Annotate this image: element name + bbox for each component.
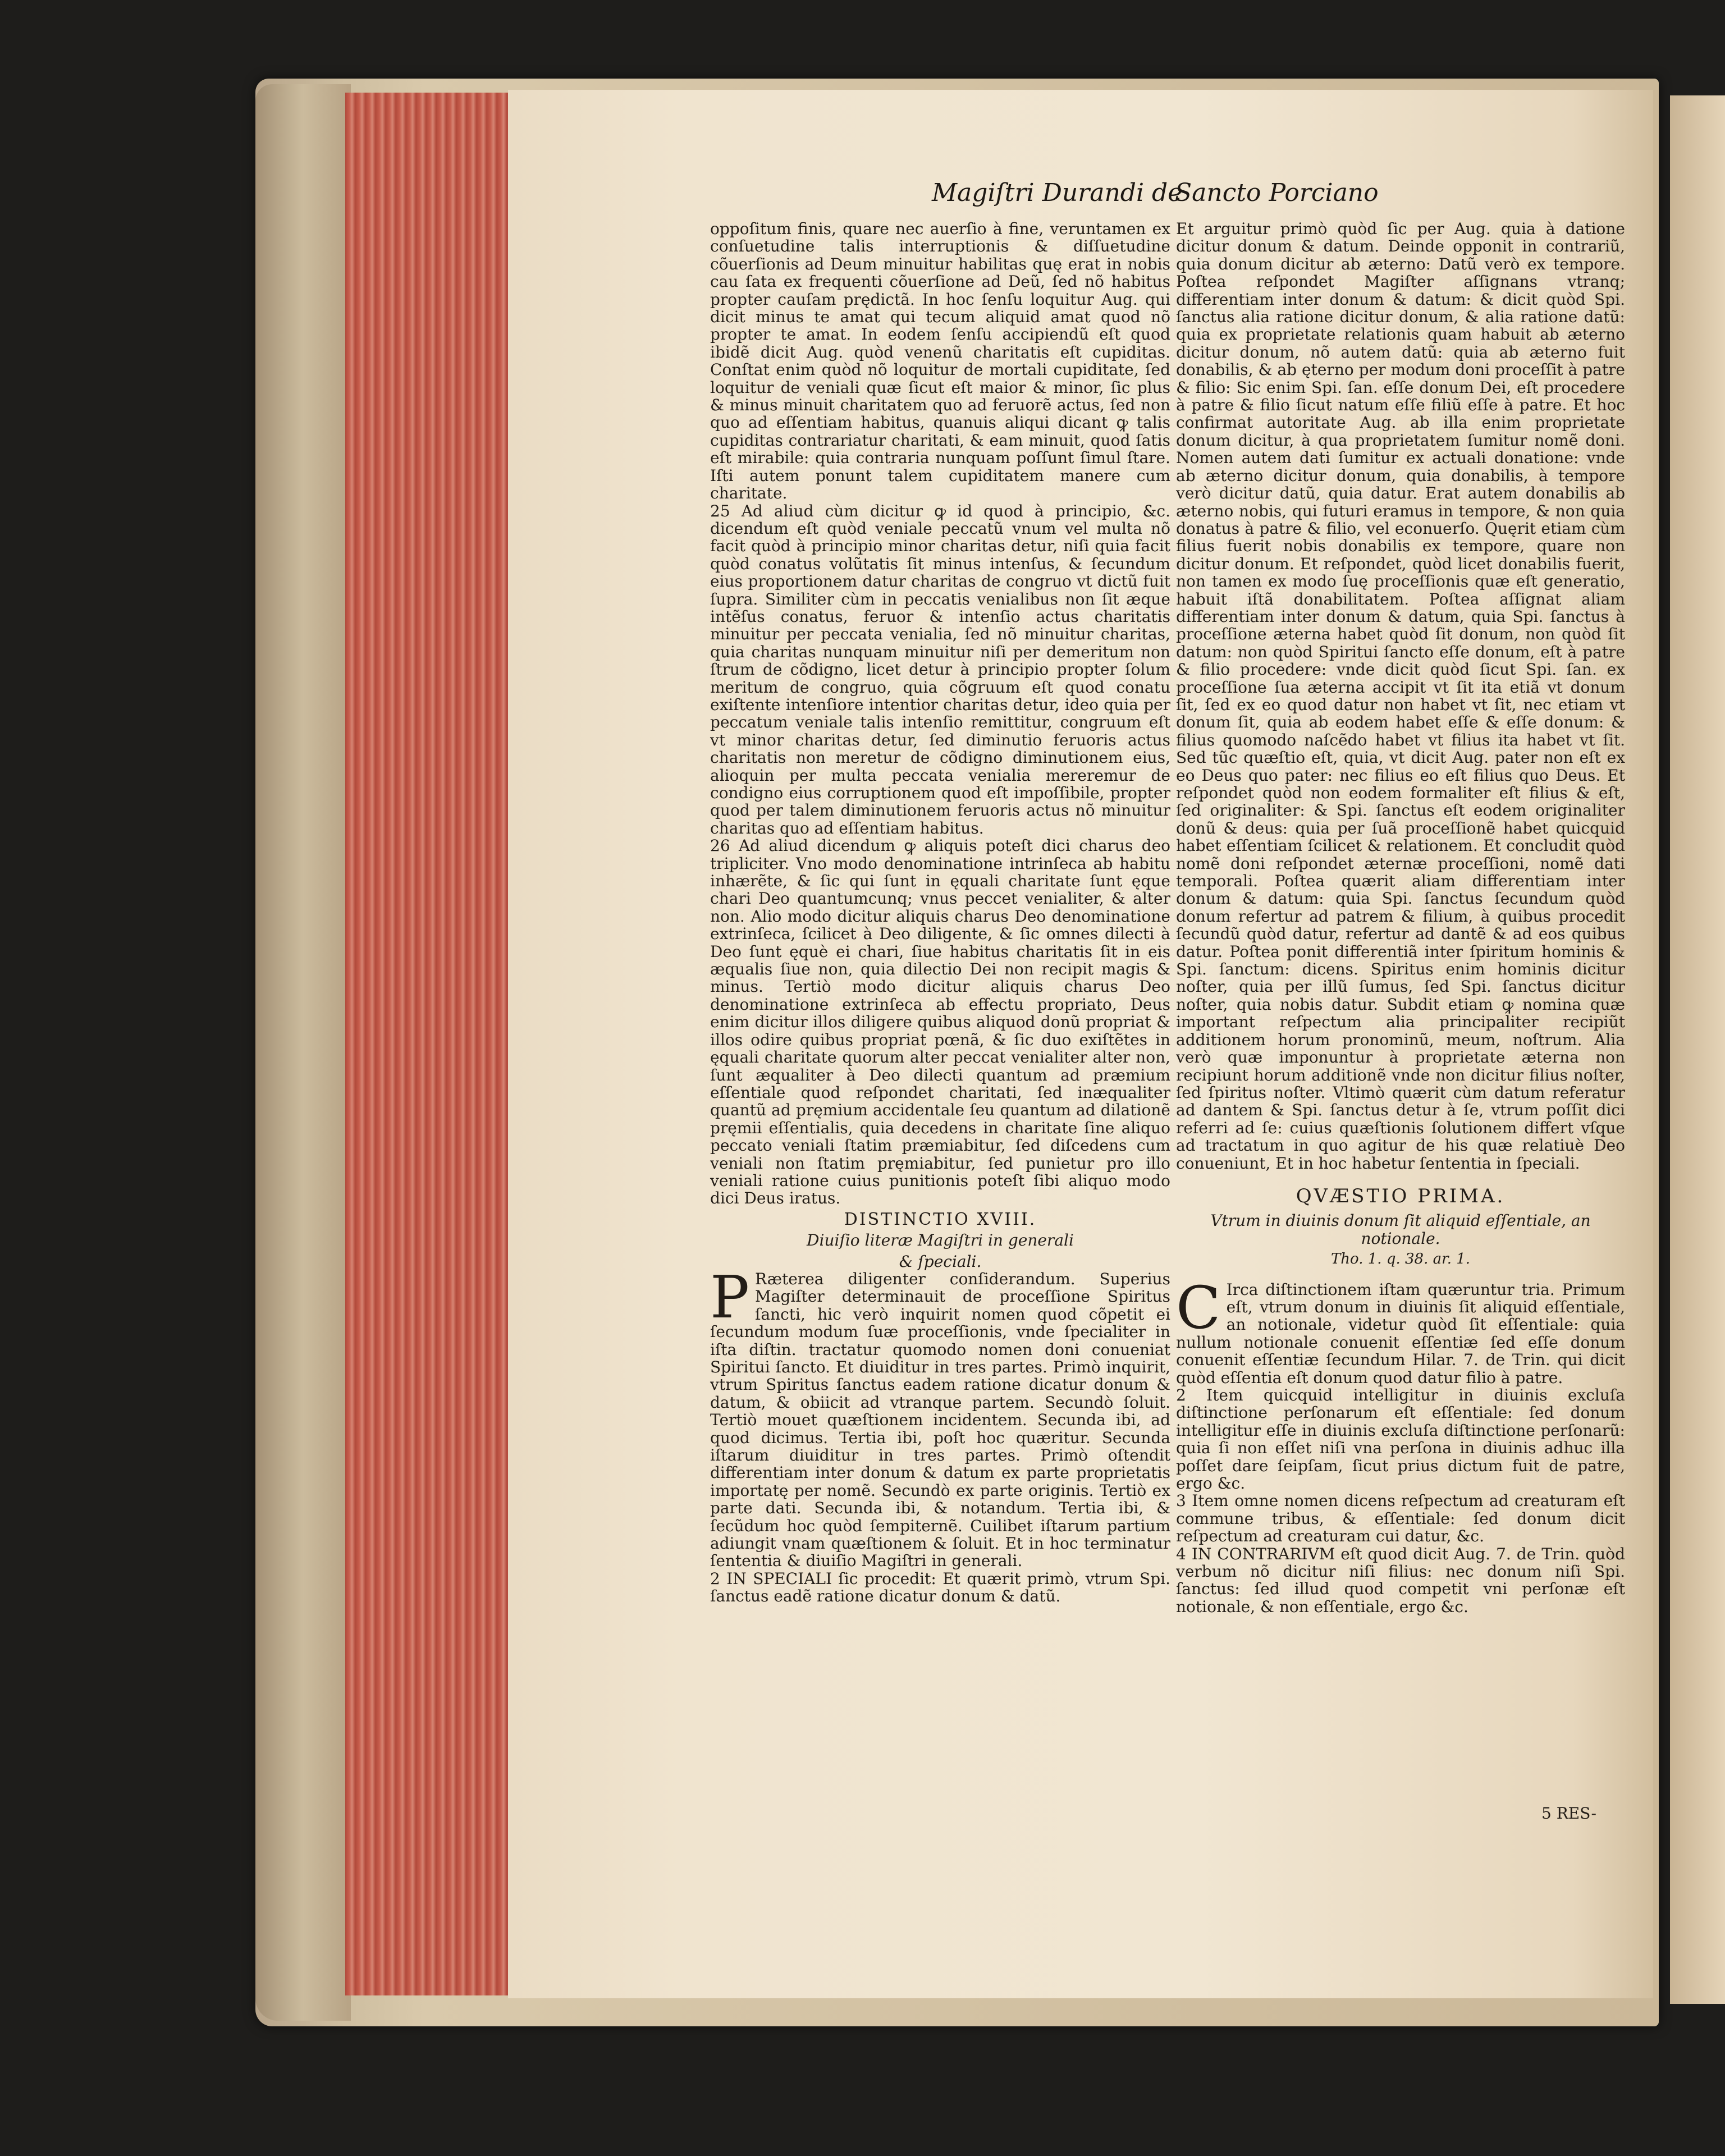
- facing-page-edge: [1670, 95, 1725, 2004]
- paragraph: 2 IN SPECIALI ſic procedit: Et quærit primò, vtrum Spi. ſanctus eadẽ ratione dicatur donum & datũ.: [710, 1569, 1170, 1606]
- question-title: QVÆSTIO PRIMA.: [1296, 1184, 1506, 1207]
- catchword: 5 RES-: [1541, 1804, 1596, 1823]
- question-reference: Tho. 1. q. 38. ar. 1.: [1330, 1251, 1471, 1268]
- drop-cap: C: [1176, 1273, 1221, 1342]
- drop-cap: P: [710, 1262, 749, 1331]
- question-subtitle: Vtrum in diuinis donum ſit aliquid eſſentiale, an notionale.: [1210, 1211, 1591, 1248]
- running-head-right: Sancto Porciano: [1175, 178, 1379, 207]
- running-head-left: Magiſtri Durandi de: [932, 178, 1183, 207]
- paragraph: 4 IN CONTRARIVM eſt quod dicit Aug. 7. de Trin. quòd verbum nõ dicitur niſi filius: nec donum niſi Spi. ſanctus: ſed illud quod competit vni perſonæ eſt notionale, & non eſſentiale, ergo &c.: [1176, 1544, 1625, 1616]
- distinction-title: DISTINCTIO XVIII.: [844, 1209, 1037, 1229]
- paragraph: 25 Ad aliud cùm dicitur ꝙ id quod à principio, &c. dicendum eſt quòd veniale peccatũ vnum vel multa nõ facit quòd à principio minor charitas detur, niſi quia facit quòd conatus volũtatis ſit minus intenſus, & ſecundum eius proportionem datur charitas de congruo vt dictũ fuit ſupra. Similiter cùm in peccatis venialibus non ſit æque intẽſus conatus, feruor & intenſio actus charitatis minuitur per peccata venialia, ſed nõ minuitur charitas, quia charitas nunquam minuitur niſi per demeritum non ſtrum de cõdigno, licet detur à principio propter ſolum meritum de congruo, quia cõgruum eſt quod conatu exiſtente intenſiore intentior charitas detur, ideo quia per peccatum veniale talis intenſio remittitur, congruum eſt vt minor charitas detur, ſed diminutio feruoris actus charitatis non meretur de cõdigno diminutionem eius, alioquin per multa peccata venialia mereremur de condigno eius corruptionem quod eſt impoſſibile, propter quod per talem diminutionem feruoris actus nõ minuitur charitas quo ad eſſentiam habitus.: [710, 501, 1170, 837]
- right-column: [1176, 220, 1625, 1615]
- distinction-subtitle: Diuiſio literæ Magiſtri in generali: [807, 1231, 1074, 1250]
- red-page-edges: [345, 93, 517, 1995]
- paragraph: Irca diſtinctionem iſtam quæruntur tria. Primum eſt, vtrum donum in diuinis ſit aliquid eſſentiale, an notionale, videtur quòd ſit eſſentiale: quia nullum notionale conuenit eſſentiæ ſed eſſe donum conuenit eſſentiæ ſecundum Hilar. 7. de Trin. qui dicit quòd eſſentia eſt donum quod datur filio à patre.: [1176, 1280, 1625, 1387]
- paragraph: oppoſitum finis, quare nec auerſio à fine, veruntamen ex conſuetudine talis interruptionis & diſſuetudine cõuerſionis ad Deum minuitur habilitas quę erat in nobis cau ſata ex frequenti cõuerſione ad Deũ, ſed nõ habitus propter cauſam prędictã. In hoc ſenſu loquitur Aug. qui dicit minus te amat qui tecum aliquid amat quod nõ propter te amat. In eodem ſenſu accipiendũ eſt quod ibidẽ dicit Aug. quòd venenũ charitatis eſt cupiditas. Conſtat enim quòd nõ loquitur de mortali cupiditate, ſed loquitur de veniali quæ ſicut eſt maior & minor, ſic plus & minus minuit charitatem quo ad feruorẽ actus, ſed non quo ad eſſentiam habitus, quanuis aliqui dicant ꝙ talis cupiditas contrariatur charitati, & eam minuit, quod ſatis eſt mirabile: quia contraria nunquam poſſunt ſimul ſtare. Iſti autem ponunt talem cupiditatem manere cum charitate.: [710, 219, 1170, 503]
- paragraph: Ræterea diligenter conſiderandum. Superius Magiſter determinauit de proceſſione Spiritus ſancti, hic verò inquirit nomen quod cõpetit ei ſecundum modum ſuæ proceſſionis, vnde ſpecialiter in iſta diſtin. tractatur quomodo nomen doni conueniat Spiritui ſancto. Et diuiditur in tres partes. Primò inquirit, vtrum Spiritus ſanctus eadem ratione dicatur donum & datum, & obiicit ad vtranque partem. Secundò ſoluit. Tertiò mouet quæſtionem incidentem. Secunda ibi, ad quod dicimus. Tertia ibi, poſt hoc quæritur. Secunda iſtarum diuiditur in tres partes. Primò oſtendit differentiam inter donum & datum ex parte proprietatis importatę per nomẽ. Secundò ex parte originis. Tertiò ex parte dati. Secunda ibi, & notandum. Tertia ibi, & ſecũdum hoc quòd ſempiternẽ. Cuilibet iſtarum partium adiungit vnam quæſtionem & ſoluit. Et in hoc terminatur ſententia & diuiſio Magiſtri in generali.: [710, 1269, 1170, 1571]
- paragraph: 2 Item quicquid intelligitur in diuinis excluſa diſtinctione perſonarum eſt eſſentiale: ſed donum intelligitur eſſe in diuinis excluſa diſtinctione perſonarũ: quia ſi non eſſet niſi vna perſona in diuinis adhuc illa poſſet dare ſeipſam, ſicut prius dictum fuit de patre, ergo &c.: [1176, 1386, 1625, 1493]
- left-column: [710, 220, 1170, 1605]
- distinction-subtitle-2: & ſpeciali.: [899, 1252, 982, 1271]
- paragraph: 26 Ad aliud dicendum ꝙ aliquis poteſt dici charus deo tripliciter. Vno modo denominatione intrinſeca ab habitu inhærẽte, & ſic qui ſunt in ęquali charitate ſunt ęque chari Deo quantumcunq; vnus peccet venialiter, & alter non. Alio modo dicitur aliquis charus Deo denominatione extrinſeca, ſcilicet à Deo diligente, & ſic omnes dilecti à Deo ſunt ęquè ei chari, ſiue habitus charitatis ſit in eis æqualis ſiue non, quia dilectio Dei non recipit magis & minus. Tertiò modo dicitur aliquis charus Deo denominatione extrinſeca ab effectu propriato, Deus enim dicitur illos diligere quibus aliquod donũ propriat & illos odire quibus propriat pœnã, & ſic duo exiſtẽtes in ęquali charitate quorum alter peccat venialiter alter non, ſunt æqualiter à Deo dilecti quantum ad præmium eſſentiale quod reſpondet charitati, ſed inæqualiter quantũ ad pręmium accidentale ſeu quantum ad dilationẽ pręmii eſſentialis, quia decedens in charitate ſine aliquo peccato veniali ſtatim præmiabitur, ſed diſcedens cum veniali non ſtatim pręmiabitur, ſed punietur pro illo veniali ratione cuius punitionis poteſt ſibi aliquo modo dici Deus iratus.: [710, 836, 1170, 1208]
- paragraph: Et arguitur primò quòd ſic per Aug. quia à datione dicitur donum & datum. Deinde opponit in contrariũ, quia donum dicitur ab æterno: Datũ verò ex tempore. Poſtea reſpondet Magiſter aſſignans vtranq; differentiam inter donum & datum: & dicit quòd Spi. ſanctus alia ratione dicitur donum, & alia ratione datũ: quia ex proprietate relationis quam habuit ab æterno dicitur donum, nõ autem datũ: quia ab æterno fuit donabilis, & ab ęterno per modum doni proceſſit à patre & filio: Sic enim Spi. ſan. eſſe donum Dei, eſt procedere à patre & filio ſicut natum eſſe filiũ eſſe à patre. Et hoc confirmat autoritate Aug. ab illa enim proprietate donum dicitur, à qua proprietatem ſumitur nomẽ doni. Nomen autem dati ſumitur ex actuali donatione: vnde ab æterno dicitur donum, quia donabilis, à tempore verò dicitur datũ, quia datur. Erat autem donabilis ab æterno nobis, qui futuri eramus in tempore, & non quia donatus à patre & filio, vel econuerſo. Quęrit etiam cùm filius fuerit nobis donabilis ex tempore, quare non dicitur donum. Et reſpondet, quòd licet donabilis fuerit, non tamen ex modo ſuę proceſſionis quæ eſt generatio, habuit iſtã donabilitatem. Poſtea aſſignat aliam differentiam inter donum & datum, quia Spi. ſanctus à proceſſione æterna habet quòd ſit donum, non quòd ſit datum: non quòd Spiritui ſancto eſſe donum, eſt à patre & filio procedere: vnde dicit quòd ſicut Spi. ſan. ex proceſſione ſua æterna accipit vt ſit ita etiã vt donum ſit, ſed ex eo quod datur non habet vt ſit, nec etiam vt donum ſit, quia ab eodem habet eſſe & eſſe donum: & filius quomodo naſcẽdo habet vt filius ita habet vt ſit. Sed tũc quæſtio eſt, quia, vt dicit Aug. pater non eſt ex eo Deus quo pater: nec filius eo eſt filius quo Deus. Et reſpondet quòd non eodem formaliter eſt filius & eſt, ſed originaliter: & Spi. ſanctus eſt eodem originaliter donũ & deus: quia per ſuã proceſſionẽ habet quicquid habet eſſentiam ſcilicet & relationem. Et concludit quòd nomẽ doni reſpondet æternæ proceſſioni, nomẽ dati temporali. Poſtea quærit aliam differentiam inter donum & datum: quia Spi. ſanctus ſecundum quòd donum refertur ad patrem & filium, à quibus procedit ſecundũ quòd datur, refertur ad dantẽ & ad eos quibus datur. Poſtea ponit differentiã inter ſpiritum hominis & Spi. ſanctum: dicens. Spiritus enim hominis dicitur noſter, quia per illũ ſumus, ſed Spi. ſanctus dicitur noſter, quia nobis datur. Subdit etiam ꝙ nomina quæ important reſpectum alia principaliter recipiũt additionem horum pronominũ, meum, noſtrum. Alia verò quæ imponuntur à proprietate æterna non recipiunt horum additionẽ vnde non dicitur filius noſter, ſed ſpiritus noſter. Vltimò quærit cùm datum referatur ad dantem & Spi. ſanctus detur à ſe, vtrum poſſit dici referri ad ſe: cuius quæſtionis ſolutionem differt vſque ad tractatum in quo agitur de his quæ relatiuè Deo conueniunt, Et in hoc habetur ſententia in ſpeciali.: [1176, 219, 1625, 1173]
- paragraph: 3 Item omne nomen dicens reſpectum ad creaturam eſt commune tribus, & eſſentiale: ſed donum dicit reſpectum ad creaturam cui datur, &c.: [1176, 1491, 1625, 1546]
- book-spine: [255, 84, 351, 2021]
